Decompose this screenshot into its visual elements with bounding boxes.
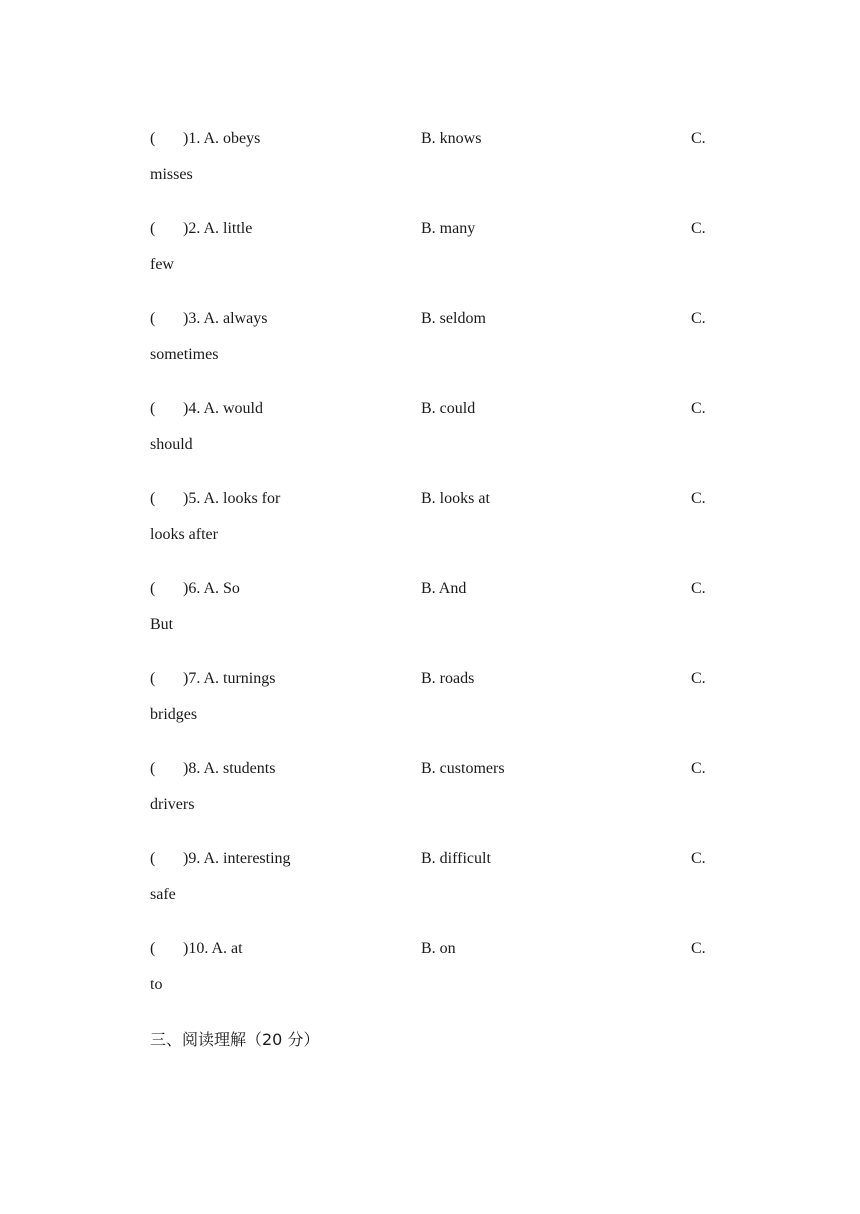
question-first-line bbox=[150, 399, 710, 419]
question-item bbox=[150, 489, 710, 549]
option-a: )4. A. would bbox=[183, 400, 263, 417]
section-heading: 三、阅读理解（20 分） bbox=[150, 1030, 320, 1049]
question-first-line bbox=[150, 129, 710, 149]
question-number: 5 bbox=[188, 490, 197, 507]
option-c-text: But bbox=[150, 616, 174, 633]
option-a-text: looks for bbox=[223, 490, 281, 507]
question-first-line bbox=[150, 579, 710, 599]
option-b: B. customers bbox=[421, 760, 505, 777]
option-c-label: C. bbox=[691, 580, 706, 597]
option-b: B. many bbox=[421, 220, 476, 237]
answer-blank: ( bbox=[150, 130, 156, 147]
question-first-line bbox=[150, 669, 710, 689]
option-c-label: C. bbox=[691, 220, 706, 237]
answer-blank: ( bbox=[150, 580, 156, 597]
answer-blank: ( bbox=[150, 940, 156, 957]
option-a-text: students bbox=[223, 760, 276, 777]
option-a: )6. A. So bbox=[183, 580, 240, 597]
option-a-text: obeys bbox=[223, 130, 261, 147]
question-item bbox=[150, 309, 710, 369]
option-c-text: bridges bbox=[150, 706, 198, 723]
option-c-label: C. bbox=[691, 850, 706, 867]
question-first-line bbox=[150, 939, 710, 959]
question-first-line bbox=[150, 849, 710, 869]
question-number: 1 bbox=[188, 130, 197, 147]
option-b-text: many bbox=[439, 220, 476, 237]
question-item bbox=[150, 759, 710, 819]
question-item bbox=[150, 669, 710, 729]
question-item bbox=[150, 219, 710, 279]
option-a-text: at bbox=[231, 940, 243, 957]
option-a: )7. A. turnings bbox=[183, 670, 276, 687]
option-a-text: little bbox=[223, 220, 253, 237]
option-b-text: roads bbox=[439, 670, 475, 687]
option-c-text: looks after bbox=[150, 526, 218, 543]
question-item bbox=[150, 849, 710, 909]
option-a: )8. A. students bbox=[183, 760, 276, 777]
question-first-line bbox=[150, 759, 710, 779]
answer-blank: ( bbox=[150, 220, 156, 237]
option-c-text: drivers bbox=[150, 796, 195, 813]
option-c-text: sometimes bbox=[150, 346, 219, 363]
question-number: 3 bbox=[188, 310, 197, 327]
option-b-text: customers bbox=[439, 760, 505, 777]
option-b-text: seldom bbox=[439, 310, 486, 327]
answer-blank: ( bbox=[150, 400, 156, 417]
option-c-text: to bbox=[150, 976, 163, 993]
question-item bbox=[150, 579, 710, 639]
answer-blank: ( bbox=[150, 850, 156, 867]
option-b: B. on bbox=[421, 940, 456, 957]
option-b: B. looks at bbox=[421, 490, 490, 507]
option-c-text: few bbox=[150, 256, 174, 273]
question-number: 4 bbox=[188, 400, 197, 417]
option-b-text: knows bbox=[439, 130, 482, 147]
option-a-text: always bbox=[223, 310, 268, 327]
question-number: 9 bbox=[188, 850, 197, 867]
option-c-label: C. bbox=[691, 130, 706, 147]
option-b-text: difficult bbox=[439, 850, 491, 867]
option-a: )5. A. looks for bbox=[183, 490, 281, 507]
question-number: 10 bbox=[188, 940, 205, 957]
question-number: 2 bbox=[188, 220, 197, 237]
option-c-label: C. bbox=[691, 310, 706, 327]
question-item bbox=[150, 399, 710, 459]
option-b: B. roads bbox=[421, 670, 475, 687]
question-number: 6 bbox=[188, 580, 197, 597]
option-b-text: And bbox=[438, 580, 467, 597]
answer-blank: ( bbox=[150, 310, 156, 327]
option-b-text: looks at bbox=[439, 490, 490, 507]
question-first-line bbox=[150, 309, 710, 329]
option-c-text: should bbox=[150, 436, 193, 453]
question-first-line bbox=[150, 489, 710, 509]
option-c-text: safe bbox=[150, 886, 176, 903]
option-b: B. could bbox=[421, 400, 476, 417]
question-number: 8 bbox=[188, 760, 197, 777]
question-number: 7 bbox=[188, 670, 197, 687]
option-b: B. knows bbox=[421, 130, 482, 147]
option-b-text: on bbox=[439, 940, 456, 957]
option-a: )2. A. little bbox=[183, 220, 253, 237]
option-a: )9. A. interesting bbox=[183, 850, 291, 867]
answer-blank: ( bbox=[150, 490, 156, 507]
option-c-text: misses bbox=[150, 166, 193, 183]
option-c-label: C. bbox=[691, 760, 706, 777]
option-c-label: C. bbox=[691, 490, 706, 507]
option-b: B. And bbox=[421, 580, 467, 597]
option-a: )3. A. always bbox=[183, 310, 268, 327]
option-a-text: interesting bbox=[223, 850, 291, 867]
option-a: )10. A. at bbox=[183, 940, 243, 957]
option-b: B. seldom bbox=[421, 310, 486, 327]
option-a: )1. A. obeys bbox=[183, 130, 261, 147]
option-b-text: could bbox=[439, 400, 476, 417]
answer-blank: ( bbox=[150, 760, 156, 777]
option-b: B. difficult bbox=[421, 850, 491, 867]
option-a-text: So bbox=[223, 580, 240, 597]
question-item bbox=[150, 939, 710, 999]
option-c-label: C. bbox=[691, 940, 706, 957]
question-item bbox=[150, 129, 710, 189]
option-a-text: turnings bbox=[223, 670, 276, 687]
option-a-text: would bbox=[223, 400, 263, 417]
option-c-label: C. bbox=[691, 670, 706, 687]
question-first-line bbox=[150, 219, 710, 239]
option-c-label: C. bbox=[691, 400, 706, 417]
answer-blank: ( bbox=[150, 670, 156, 687]
